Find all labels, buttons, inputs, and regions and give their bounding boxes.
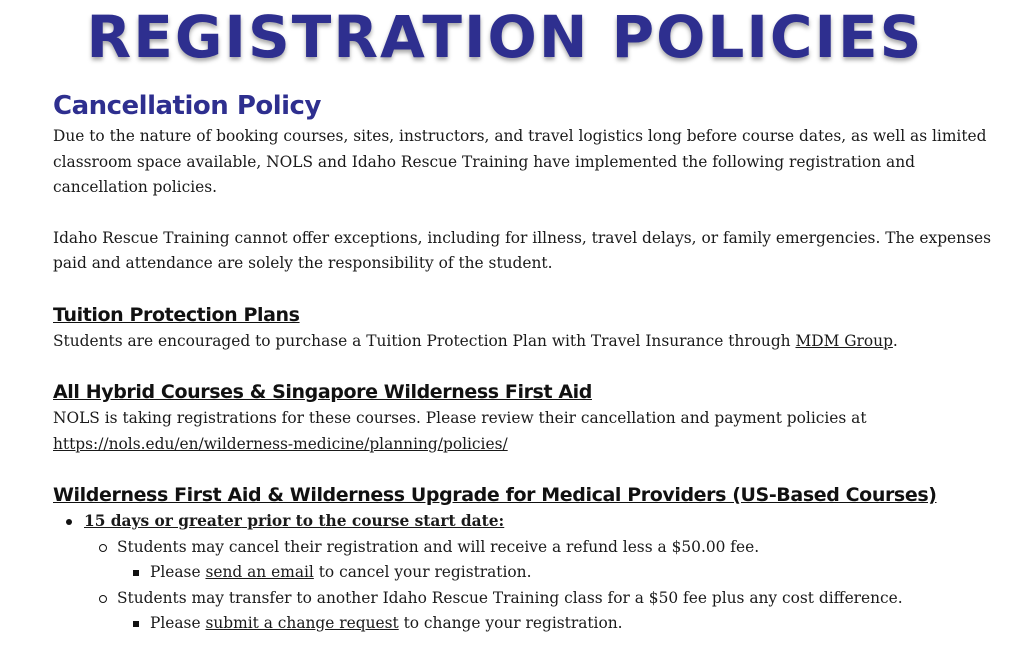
wfa-policy-list <box>53 509 1003 637</box>
policy-content <box>53 88 1003 637</box>
wfa-us-courses-heading: Wilderness First Aid & Wilderness Upgrade for Medical Providers (US-Based Courses) <box>53 484 937 506</box>
transfer-action-suffix: to change your registration. <box>398 614 623 632</box>
cancellation-intro-paragraph: Due to the nature of booking courses, sites, instructors, and travel logistics long before course dates, as well as limited classroom space available, NOLS and Idaho Rescue Training have implemented the following registration and cancellation policies. <box>53 127 987 196</box>
list-item <box>53 535 1003 561</box>
cancel-action-suffix: to cancel your registration. <box>313 563 532 581</box>
rule-15-days-label <box>84 512 504 530</box>
hybrid-courses-heading: All Hybrid Courses & Singapore Wilderness First Aid <box>53 381 592 403</box>
square-bullet-icon <box>133 621 139 627</box>
rule-days-suffix: prior to the course start date: <box>241 512 505 530</box>
list-item <box>53 586 1003 612</box>
nols-policies-link[interactable]: https://nols.edu/en/wilderness-medicine/planning/policies/ <box>53 434 508 453</box>
rule-days-threshold: 15 days or greater <box>84 512 242 530</box>
cancel-refund-text: Students may cancel their registration and will receive a refund less a $50.00 fee. <box>117 537 760 556</box>
tuition-text-end: . <box>892 331 898 350</box>
submit-change-request-link[interactable]: submit a change request <box>205 614 399 632</box>
list-item <box>53 560 1003 586</box>
disc-bullet-icon <box>66 519 72 525</box>
mdm-group-link[interactable]: MDM Group <box>795 331 893 350</box>
tuition-protection-heading: Tuition Protection Plans <box>53 303 300 326</box>
circle-bullet-icon <box>99 544 107 552</box>
list-item <box>53 509 1003 535</box>
hybrid-courses-paragraph <box>53 406 1003 457</box>
cancellation-policy-heading: Cancellation Policy <box>53 91 321 121</box>
send-email-link[interactable]: send an email <box>205 563 314 581</box>
tuition-text: Students are encouraged to purchase a Tuition Protection Plan with Travel Insurance through <box>53 331 796 350</box>
circle-bullet-icon <box>99 595 107 603</box>
list-item <box>53 611 1003 637</box>
square-bullet-icon <box>133 570 139 576</box>
tuition-protection-paragraph <box>53 329 1003 355</box>
page-banner-title: REGISTRATION POLICIES <box>86 3 924 71</box>
hybrid-text: NOLS is taking registrations for these courses. Please review their cancellation and payment policies at <box>53 409 867 427</box>
transfer-action-prefix: Please <box>150 614 206 632</box>
cancel-action-prefix: Please <box>150 563 206 581</box>
transfer-text: Students may transfer to another Idaho Rescue Training class for a $50 fee plus any cost difference. <box>117 588 903 607</box>
no-exceptions-paragraph: Idaho Rescue Training cannot offer exceptions, including for illness, travel delays, or family emergencies. The expenses paid and attendance are solely the responsibility of the student. <box>53 228 991 272</box>
